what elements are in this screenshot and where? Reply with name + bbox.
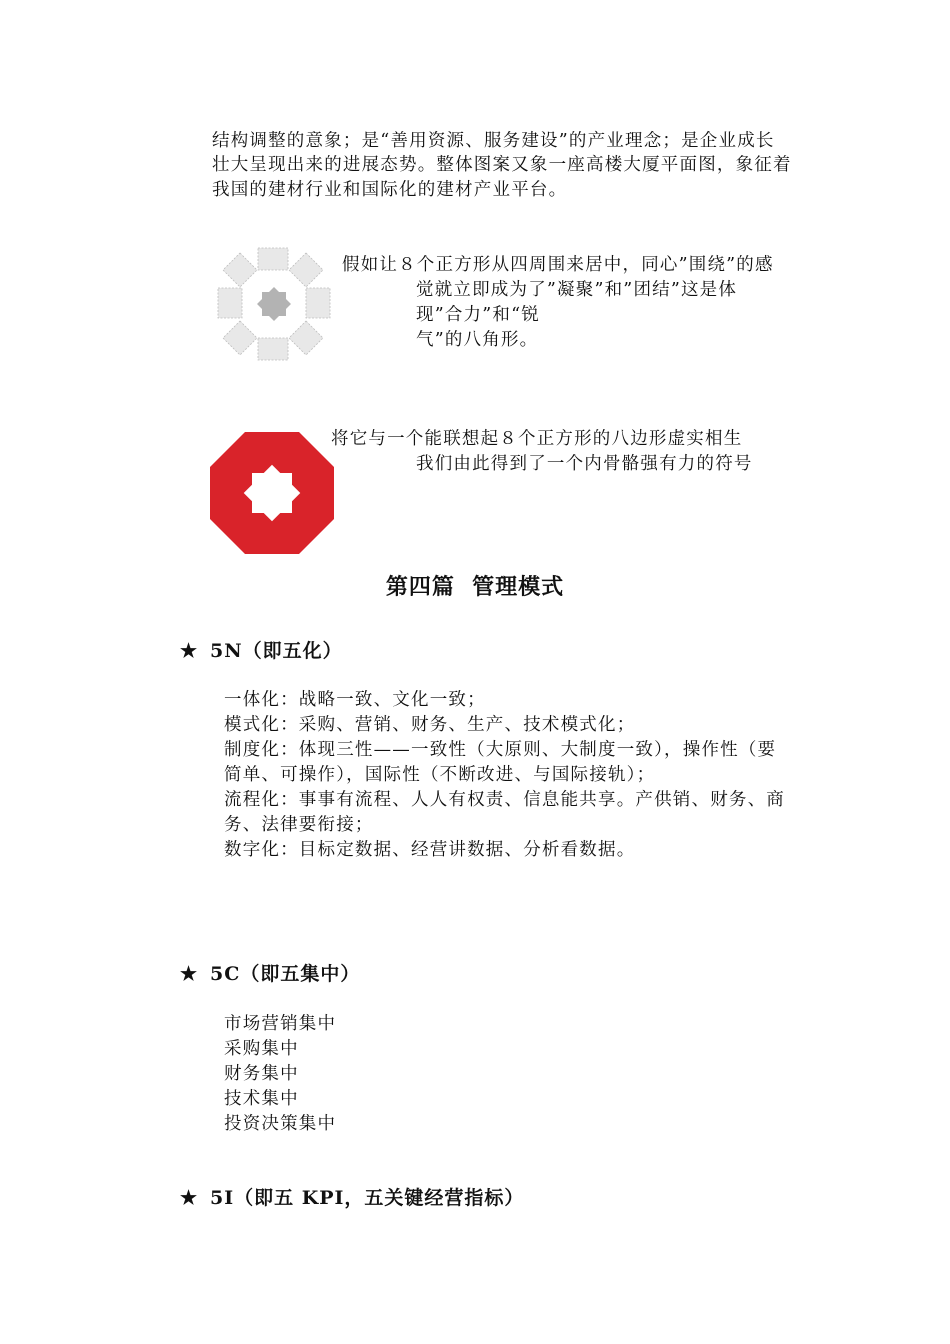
list-item: 模式化：采购、营销、财务、生产、技术模式化； — [224, 715, 636, 735]
list-item: 技术集中 — [224, 1089, 299, 1109]
star-icon: ★ — [180, 1187, 199, 1209]
star-icon: ★ — [180, 963, 199, 985]
eight-squares-figure — [214, 246, 338, 362]
octagon-text-line: 气”的八角形。 — [416, 330, 539, 350]
list-item: 简单、可操作），国际性（不断改进、与国际接轨）； — [224, 765, 656, 785]
intro-line: 壮大呈现出来的进展态势。整体图案又象一座高楼大厦平面图，象征着 — [212, 155, 792, 175]
octagon-text-line: 假如让８个正方形从四周围来居中，同心”围绕”的感 — [342, 255, 774, 275]
list-item: 投资决策集中 — [224, 1114, 337, 1134]
symbol-text-line: 我们由此得到了一个内骨骼强有力的符号 — [416, 454, 753, 474]
section-title: 5N（即五化） — [210, 640, 343, 662]
section-heading-5i — [180, 1183, 524, 1210]
chapter-title: 第四篇 管理模式 — [385, 575, 565, 600]
red-octagon-logo — [209, 431, 335, 555]
octagon-text-line: 觉就立即成为了”凝聚”和”团结”这是体 — [416, 280, 738, 300]
section-heading-5c — [180, 959, 360, 986]
octagon-text-line: 现”合力”和“锐 — [416, 305, 540, 325]
list-item: 市场营销集中 — [224, 1014, 337, 1034]
list-item: 财务集中 — [224, 1064, 299, 1084]
section-title: 5I（即五 KPI，五关键经营指标） — [210, 1187, 525, 1209]
star-icon: ★ — [180, 640, 199, 662]
list-item: 制度化：体现三性——一致性（大原则、大制度一致），操作性（要 — [224, 740, 777, 760]
list-item: 务、法律要衔接； — [224, 815, 374, 835]
list-item: 数字化：目标定数据、经营讲数据、分析看数据。 — [224, 840, 636, 860]
list-item: 流程化：事事有流程、人人有权责、信息能共享。产供销、财务、商 — [224, 790, 785, 810]
symbol-text-line: 将它与一个能联想起８个正方形的八边形虚实相生 — [331, 429, 743, 449]
list-item: 采购集中 — [224, 1039, 299, 1059]
section-heading-5n — [180, 636, 343, 663]
list-item: 一体化：战略一致、文化一致； — [224, 690, 486, 710]
intro-line: 结构调整的意象；是“善用资源、服务建设”的产业理念；是企业成长 — [212, 131, 775, 151]
section-title: 5C（即五集中） — [210, 963, 361, 985]
intro-line: 我国的建材行业和国际化的建材产业平台。 — [212, 180, 568, 200]
